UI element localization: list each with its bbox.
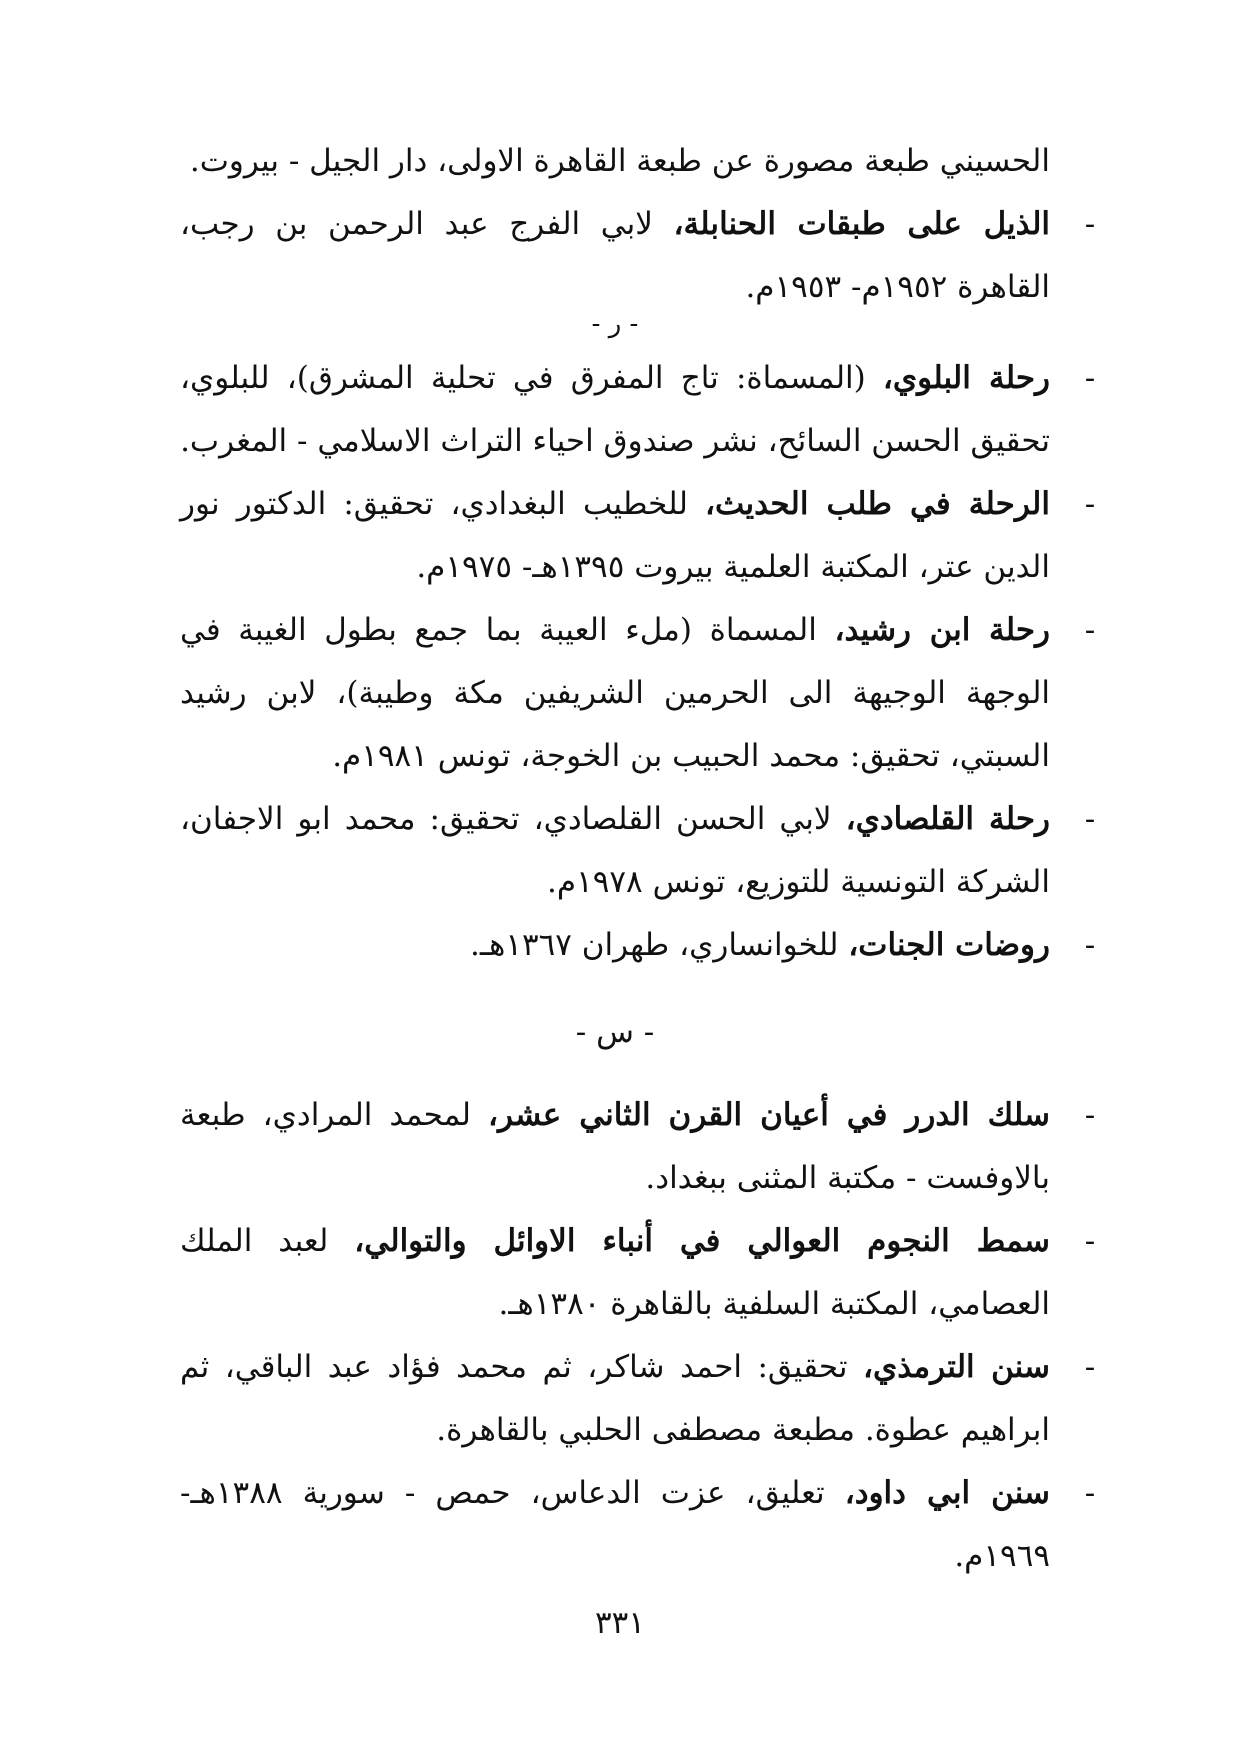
entry-dash: - bbox=[1084, 1349, 1096, 1385]
entry-title: رحلة البلوي، bbox=[882, 360, 1050, 396]
bibliography-page bbox=[180, 130, 1096, 1588]
bibliography-entry bbox=[180, 193, 1096, 319]
entry-text: (المسماة: تاج المفرق في تحلية المشرق)، للبلوي، تحقيق الحسن السائح، نشر صندوق احياء التراث الاسلامي - المغرب. bbox=[180, 360, 1050, 459]
entry-title: سمط النجوم العوالي في أنباء الاوائل والتوالي، bbox=[354, 1223, 1050, 1259]
entry-dash: - bbox=[1084, 486, 1096, 522]
bibliography-entry bbox=[180, 914, 1096, 977]
bibliography-entry bbox=[180, 473, 1096, 599]
entry-text: المسماة (ملء العيبة بما جمع بطول الغيبة في الوجهة الوجيهة الى الحرمين الشريفين مكة وطيبة)، لابن رشيد السبتي، تحقيق: محمد الحبيب بن الخوجة، تونس ١٩٨١م. bbox=[180, 612, 1050, 774]
entry-text: تعليق، عزت الدعاس، حمص - سورية ١٣٨٨هـ- ١٩٦٩م. bbox=[180, 1475, 1050, 1574]
entry-dash: - bbox=[1084, 1223, 1096, 1259]
entry-title: رحلة القلصادي، bbox=[845, 801, 1050, 837]
bibliography-entry bbox=[180, 1210, 1096, 1336]
entry-title: سنن ابي داود، bbox=[844, 1475, 1050, 1511]
bibliography-entry bbox=[180, 1084, 1096, 1210]
entry-title: سلك الدرر في أعيان القرن الثاني عشر، bbox=[488, 1097, 1050, 1133]
section-letter-ra: - ر - bbox=[591, 309, 639, 339]
bibliography-entry bbox=[180, 1336, 1096, 1462]
entry-text: للخطيب البغدادي، تحقيق: الدكتور نور الدين عتر، المكتبة العلمية بيروت ١٣٩٥هـ- ١٩٧٥م. bbox=[180, 486, 1050, 585]
entry-title: روضات الجنات، bbox=[848, 927, 1050, 963]
bibliography-entry bbox=[180, 788, 1096, 914]
entry-text: لابي الحسن القلصادي، تحقيق: محمد ابو الاجفان، الشركة التونسية للتوزيع، تونس ١٩٧٨م. bbox=[180, 801, 1050, 900]
entry-dash: - bbox=[1084, 206, 1096, 242]
entry-dash: - bbox=[1084, 927, 1096, 963]
entry-text: للخوانساري، طهران ١٣٦٧هـ. bbox=[470, 927, 849, 963]
page-number: ٣٣١ bbox=[595, 1605, 645, 1641]
entry-dash: - bbox=[1084, 1475, 1096, 1511]
entry-title: سنن الترمذي، bbox=[862, 1349, 1050, 1385]
entry-text: لمحمد المرادي، طبعة بالاوفست - مكتبة المثنى ببغداد. bbox=[180, 1097, 1050, 1196]
section-letter-sin: - س - bbox=[575, 1014, 655, 1050]
entry-text: لعبد الملك العصامي، المكتبة السلفية بالقاهرة ١٣٨٠هـ. bbox=[180, 1223, 1050, 1322]
entry-text: تحقيق: احمد شاكر، ثم محمد فؤاد عبد الباقي، ثم ابراهيم عطوة. مطبعة مصطفى الحلبي بالقاهرة. bbox=[180, 1349, 1050, 1448]
entry-dash: - bbox=[1084, 1097, 1096, 1133]
entry-dash: - bbox=[1084, 801, 1096, 837]
continued-entry-text: الحسيني طبعة مصورة عن طبعة القاهرة الاولى، دار الجيل - بيروت. bbox=[189, 143, 1050, 179]
bibliography-entry bbox=[180, 599, 1096, 788]
bibliography-entry bbox=[180, 1462, 1096, 1588]
entry-dash: - bbox=[1084, 612, 1096, 648]
entry-title: الذيل على طبقات الحنابلة، bbox=[673, 206, 1050, 242]
entry-dash: - bbox=[1084, 360, 1096, 396]
entry-title: الرحلة في طلب الحديث، bbox=[705, 486, 1050, 522]
bibliography-entry bbox=[180, 347, 1096, 473]
entry-text: لابي الفرج عبد الرحمن بن رجب، القاهرة ١٩٥٢م- ١٩٥٣م. bbox=[180, 206, 1050, 305]
entry-title: رحلة ابن رشيد، bbox=[834, 612, 1050, 648]
